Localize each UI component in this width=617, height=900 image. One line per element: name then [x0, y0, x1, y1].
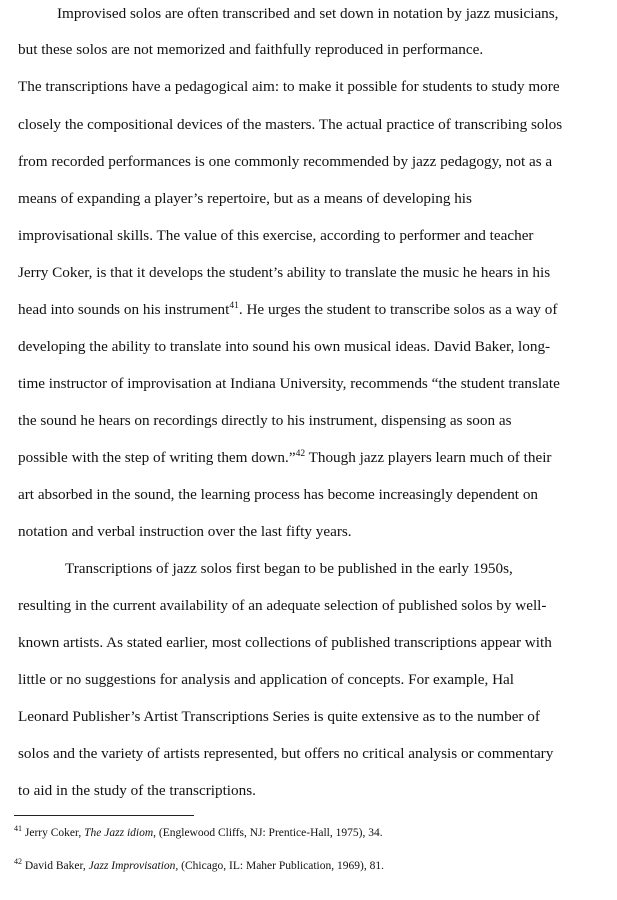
footnote-41-post: , (Englewood Cliffs, NJ: Prentice-Hall, 1975), 34. — [153, 827, 383, 839]
footnote-ref-41: 41 — [229, 301, 239, 311]
p1-line-13-text-b: Though jazz players learn much of their — [305, 449, 552, 466]
p1-line-8: Jerry Coker, is that it develops the student’s ability to translate the music he hears in his — [18, 264, 551, 281]
footnote-41-number: 41 — [14, 824, 22, 833]
p1-line-9-text-a: head into sounds on his instrument — [18, 301, 230, 318]
p1-line-10: developing the ability to translate into sound his own musical ideas. David Baker, long- — [18, 338, 551, 355]
p1-line-13-text-a: possible with the step of writing them down.” — [18, 449, 296, 466]
p1-line-3: The transcriptions have a pedagogical aim: to make it possible for students to study more — [18, 78, 560, 95]
footnote-separator — [14, 815, 194, 816]
p1-line-15: notation and verbal instruction over the last fifty years. — [18, 523, 352, 540]
footnote-42-pre: David Baker, — [22, 860, 89, 872]
p1-line-6: means of expanding a player’s repertoire, but as a means of developing his — [18, 190, 472, 207]
p1-line-12: the sound he hears on recordings directly to his instrument, dispensing as soon as — [18, 412, 512, 429]
p1-line-9-text-b: . He urges the student to transcribe solos as a way of — [238, 301, 558, 318]
p2-line-3: known artists. As stated earlier, most collections of published transcriptions appear with — [18, 634, 552, 651]
p1-line-9 — [18, 301, 557, 319]
footnote-42-number: 42 — [14, 857, 22, 866]
p1-line-7: improvisational skills. The value of this exercise, according to performer and teacher — [18, 227, 534, 244]
p1-line-13 — [18, 449, 552, 467]
footnote-42-title: Jazz Improvisation, — [88, 860, 179, 872]
p1-line-11: time instructor of improvisation at Indiana University, recommends “the student translate — [18, 375, 560, 392]
p2-line-5: Leonard Publisher’s Artist Transcriptions Series is quite extensive as to the number of — [18, 708, 540, 725]
p2-line-4: little or no suggestions for analysis and application of concepts. For example, Hal — [18, 671, 515, 688]
p1-line-5: from recorded performances is one commonly recommended by jazz pedagogy, not as a — [18, 153, 553, 170]
footnote-42 — [14, 859, 384, 873]
p2-line-6: solos and the variety of artists represented, but offers no critical analysis or commentary — [18, 745, 554, 762]
footnote-41 — [14, 826, 383, 840]
p1-line-4: closely the compositional devices of the masters. The actual practice of transcribing solos — [18, 116, 563, 133]
footnote-ref-42: 42 — [295, 449, 306, 459]
p1-line-2: but these solos are not memorized and faithfully reproduced in performance. — [18, 41, 484, 58]
p2-line-7: to aid in the study of the transcriptions. — [18, 782, 256, 799]
footnote-41-pre: Jerry Coker, — [22, 827, 85, 839]
footnote-41-title: The Jazz idiom — [84, 827, 154, 839]
p1-line-1: Improvised solos are often transcribed and set down in notation by jazz musicians, — [57, 5, 559, 22]
p2-line-1: Transcriptions of jazz solos first began to be published in the early 1950s, — [65, 560, 513, 577]
p1-line-14: art absorbed in the sound, the learning process has become increasingly dependent on — [18, 486, 539, 503]
p2-line-2: resulting in the current availability of an adequate selection of published solos by well- — [18, 597, 547, 614]
footnote-42-post: (Chicago, IL: Maher Publication, 1969), 81. — [178, 860, 384, 872]
